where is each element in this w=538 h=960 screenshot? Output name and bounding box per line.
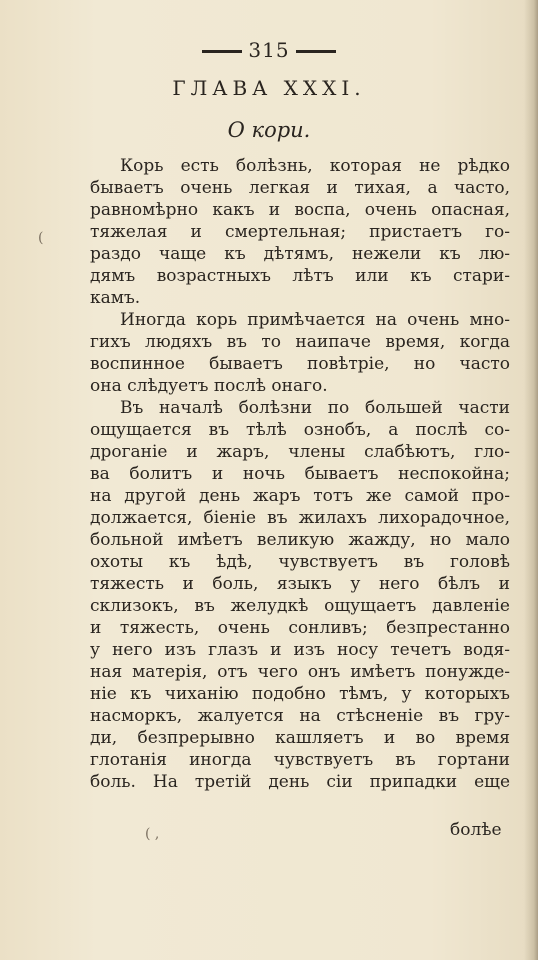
text-line: ощущается въ тѣлѣ ознобъ, а послѣ со- xyxy=(90,420,510,440)
text-line: гихъ людяхъ въ то наипаче время, когда xyxy=(90,332,510,352)
text-line: должается, біеніе въ жилахъ лихорадочное, xyxy=(90,508,510,528)
page-edge-shadow xyxy=(524,0,538,960)
text-line: у него изъ глазъ и изъ носу течетъ водя- xyxy=(90,640,510,660)
text-line: она слѣдуетъ послѣ онаго. xyxy=(90,376,328,396)
page-number: 315 xyxy=(248,38,290,62)
page-number-header xyxy=(0,38,538,62)
margin-mark: ( , xyxy=(145,826,160,842)
chapter-title: ГЛАВА XXXI. xyxy=(172,76,366,100)
text-line: раздо чаще къ дѣтямъ, нежели къ лю- xyxy=(90,244,510,264)
text-line: бываетъ очень легкая и тихая, а часто, xyxy=(90,178,510,198)
text-line: Иногда корь примѣчается на очень мно- xyxy=(120,310,510,330)
text-line: тяжесть и боль, языкъ у него бѣлъ и xyxy=(90,574,510,594)
text-line: Въ началѣ болѣзни по большей части xyxy=(120,398,510,418)
text-line: глотанія иногда чувствуетъ въ гортани xyxy=(90,750,510,770)
text-line: охоты къ ѣдѣ, чувствуетъ въ головѣ xyxy=(90,552,510,572)
text-line: склизокъ, въ желудкѣ ощущаетъ давленіе xyxy=(90,596,510,616)
right-dash xyxy=(296,50,336,53)
text-line: и тяжесть, очень сонливъ; безпрестанно xyxy=(90,618,510,638)
section-subtitle: О кори. xyxy=(227,118,311,142)
text-line: насморкъ, жалуется на стѣсненіе въ гру- xyxy=(90,706,510,726)
text-line: воспинное бываетъ повѣтріе, но часто xyxy=(90,354,510,374)
text-line: дямъ возрастныхъ лѣтъ или къ стари- xyxy=(90,266,510,286)
left-dash xyxy=(202,50,242,53)
text-line: ніе къ чиханію подобно тѣмъ, у которыхъ xyxy=(90,684,510,704)
text-line: ди, безпрерывно кашляетъ и во время xyxy=(90,728,510,748)
text-line: ная матерія, отъ чего онъ имѣетъ понужде- xyxy=(90,662,510,682)
body-text xyxy=(90,155,510,793)
text-line: тяжелая и смертельная; пристаетъ го- xyxy=(90,222,510,242)
margin-mark: ( xyxy=(38,230,44,246)
catchword: болѣе xyxy=(450,820,502,840)
text-line: камъ. xyxy=(90,288,141,308)
text-line: на другой день жаръ тотъ же самой про- xyxy=(90,486,510,506)
text-line: дроганіе и жаръ, члены слабѣютъ, гло- xyxy=(90,442,510,462)
text-line: равномѣрно какъ и воспа, очень опасная, xyxy=(90,200,510,220)
text-line: боль. На третій день сіи припадки еще xyxy=(90,772,510,792)
text-line: Корь есть болѣзнь, которая не рѣдко xyxy=(120,156,510,176)
text-line: больной имѣетъ великую жажду, но мало xyxy=(90,530,510,550)
text-line: ва болитъ и ночь бываетъ неспокойна; xyxy=(90,464,510,484)
